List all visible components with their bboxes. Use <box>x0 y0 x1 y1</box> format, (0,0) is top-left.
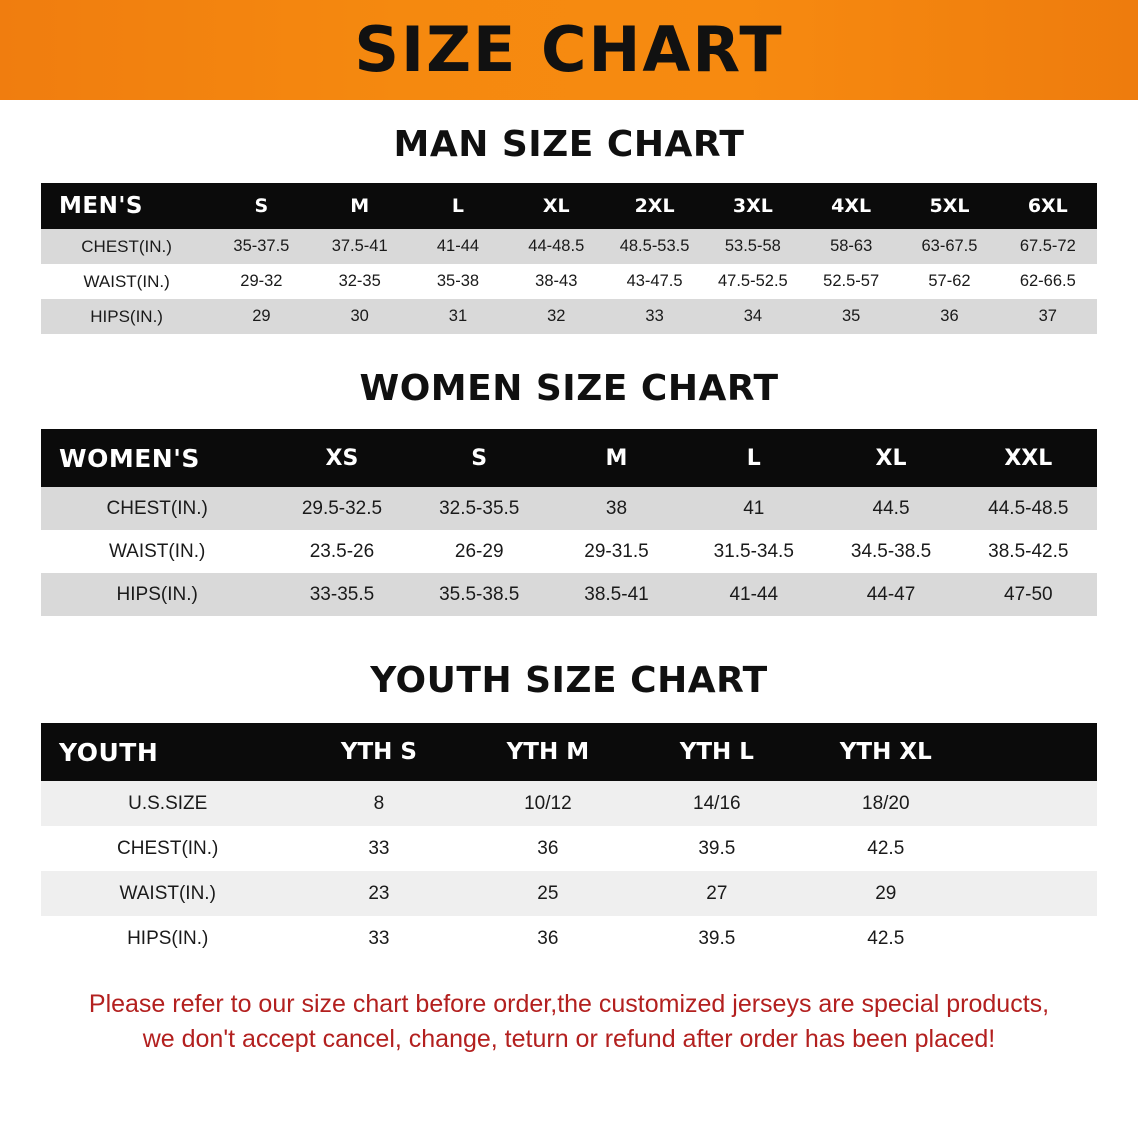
table-row <box>41 573 1097 616</box>
table-cell: 25 <box>463 871 632 916</box>
table-cell: 47-50 <box>960 573 1097 616</box>
row-label: WAIST(IN.) <box>41 871 294 916</box>
table-row <box>41 229 1097 264</box>
table-cell: 39.5 <box>632 826 801 871</box>
youth-header-spacer <box>970 723 1097 781</box>
table-cell: 37.5-41 <box>311 229 409 264</box>
youth-header-cell: YTH S <box>294 723 463 781</box>
table-cell: 29-32 <box>212 264 310 299</box>
youth-header-cell: YTH M <box>463 723 632 781</box>
man-section-heading: MAN SIZE CHART <box>393 124 745 165</box>
man-header-cell: M <box>311 183 409 229</box>
table-cell: 52.5-57 <box>802 264 900 299</box>
man-header-label: MEN'S <box>41 183 212 229</box>
table-cell: 58-63 <box>802 229 900 264</box>
banner <box>0 0 1138 100</box>
table-cell: 57-62 <box>900 264 998 299</box>
policy-note-line-2: we don't accept cancel, change, teturn or refund after order has been placed! <box>142 1024 996 1053</box>
table-cell: 62-66.5 <box>999 264 1097 299</box>
table-cell: 23 <box>294 871 463 916</box>
table-cell: 47.5-52.5 <box>704 264 802 299</box>
table-cell: 33 <box>294 916 463 961</box>
table-cell: 44-48.5 <box>507 229 605 264</box>
row-label: CHEST(IN.) <box>41 229 212 264</box>
table-cell: 41-44 <box>685 573 822 616</box>
youth-size-table <box>41 723 1097 961</box>
table-row <box>41 826 1097 871</box>
table-cell: 63-67.5 <box>900 229 998 264</box>
man-header-row <box>41 183 1097 229</box>
policy-note <box>69 987 1069 1056</box>
table-cell: 29 <box>212 299 310 334</box>
table-cell: 26-29 <box>411 530 548 573</box>
youth-header-row <box>41 723 1097 781</box>
table-cell: 36 <box>463 826 632 871</box>
table-cell: 27 <box>632 871 801 916</box>
table-cell: 42.5 <box>801 826 970 871</box>
table-row <box>41 299 1097 334</box>
man-table-wrap <box>41 183 1097 334</box>
table-cell: 67.5-72 <box>999 229 1097 264</box>
table-cell: 35-37.5 <box>212 229 310 264</box>
table-cell: 38-43 <box>507 264 605 299</box>
row-label: HIPS(IN.) <box>41 299 212 334</box>
table-cell: 53.5-58 <box>704 229 802 264</box>
table-cell: 43-47.5 <box>605 264 703 299</box>
table-cell: 36 <box>463 916 632 961</box>
page-title: SIZE CHART <box>354 13 784 86</box>
table-cell: 48.5-53.5 <box>605 229 703 264</box>
table-cell-spacer <box>970 781 1097 826</box>
table-cell: 35 <box>802 299 900 334</box>
youth-header-cell: YTH L <box>632 723 801 781</box>
table-cell: 30 <box>311 299 409 334</box>
man-size-table <box>41 183 1097 334</box>
table-cell: 23.5-26 <box>273 530 410 573</box>
table-row <box>41 264 1097 299</box>
table-cell: 8 <box>294 781 463 826</box>
table-cell: 35-38 <box>409 264 507 299</box>
youth-header-label: YOUTH <box>41 723 294 781</box>
women-header-cell: M <box>548 429 685 487</box>
youth-section-heading: YOUTH SIZE CHART <box>370 660 768 701</box>
man-header-cell: 4XL <box>802 183 900 229</box>
table-cell: 34.5-38.5 <box>822 530 959 573</box>
table-cell: 29-31.5 <box>548 530 685 573</box>
table-cell: 10/12 <box>463 781 632 826</box>
table-cell: 44.5 <box>822 487 959 530</box>
man-header-cell: L <box>409 183 507 229</box>
table-cell: 34 <box>704 299 802 334</box>
row-label: CHEST(IN.) <box>41 487 273 530</box>
table-cell: 38.5-42.5 <box>960 530 1097 573</box>
table-cell: 32-35 <box>311 264 409 299</box>
table-cell: 32 <box>507 299 605 334</box>
women-header-cell: L <box>685 429 822 487</box>
table-cell: 38 <box>548 487 685 530</box>
table-cell: 38.5-41 <box>548 573 685 616</box>
women-header-label: WOMEN'S <box>41 429 273 487</box>
man-header-cell: S <box>212 183 310 229</box>
row-label: WAIST(IN.) <box>41 530 273 573</box>
table-cell: 33 <box>605 299 703 334</box>
women-header-cell: S <box>411 429 548 487</box>
table-cell-spacer <box>970 826 1097 871</box>
table-cell: 35.5-38.5 <box>411 573 548 616</box>
youth-table-wrap <box>41 723 1097 961</box>
table-cell: 29 <box>801 871 970 916</box>
row-label: HIPS(IN.) <box>41 573 273 616</box>
table-cell: 18/20 <box>801 781 970 826</box>
table-row <box>41 530 1097 573</box>
table-row <box>41 487 1097 530</box>
table-cell: 33 <box>294 826 463 871</box>
table-cell: 44-47 <box>822 573 959 616</box>
table-row <box>41 781 1097 826</box>
youth-header-cell: YTH XL <box>801 723 970 781</box>
man-header-cell: 6XL <box>999 183 1097 229</box>
man-header-cell: 2XL <box>605 183 703 229</box>
women-header-row <box>41 429 1097 487</box>
row-label: U.S.SIZE <box>41 781 294 826</box>
row-label: HIPS(IN.) <box>41 916 294 961</box>
table-cell: 41-44 <box>409 229 507 264</box>
table-cell: 39.5 <box>632 916 801 961</box>
table-cell: 29.5-32.5 <box>273 487 410 530</box>
women-header-cell: XL <box>822 429 959 487</box>
table-cell: 31.5-34.5 <box>685 530 822 573</box>
table-cell-spacer <box>970 871 1097 916</box>
women-section-heading: WOMEN SIZE CHART <box>359 368 779 409</box>
table-cell: 44.5-48.5 <box>960 487 1097 530</box>
women-table-wrap <box>41 429 1097 616</box>
policy-note-line-1: Please refer to our size chart before order,the customized jerseys are special products, <box>88 990 1050 1018</box>
table-cell-spacer <box>970 916 1097 961</box>
man-header-cell: 3XL <box>704 183 802 229</box>
table-cell: 33-35.5 <box>273 573 410 616</box>
women-header-cell: XS <box>273 429 410 487</box>
man-header-cell: XL <box>507 183 605 229</box>
table-cell: 36 <box>900 299 998 334</box>
table-cell: 31 <box>409 299 507 334</box>
table-cell: 42.5 <box>801 916 970 961</box>
table-cell: 14/16 <box>632 781 801 826</box>
table-row <box>41 916 1097 961</box>
women-size-table <box>41 429 1097 616</box>
table-row <box>41 871 1097 916</box>
row-label: CHEST(IN.) <box>41 826 294 871</box>
row-label: WAIST(IN.) <box>41 264 212 299</box>
table-cell: 37 <box>999 299 1097 334</box>
man-header-cell: 5XL <box>900 183 998 229</box>
table-cell: 41 <box>685 487 822 530</box>
women-header-cell: XXL <box>960 429 1097 487</box>
table-cell: 32.5-35.5 <box>411 487 548 530</box>
